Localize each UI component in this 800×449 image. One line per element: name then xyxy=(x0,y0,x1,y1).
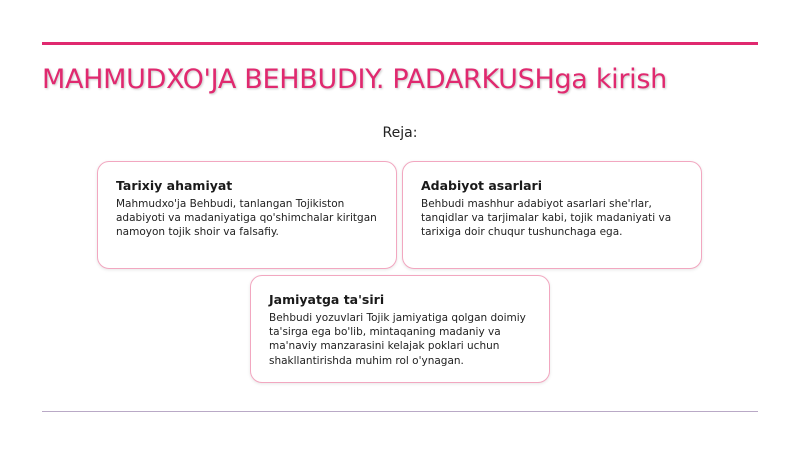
card-heading: Jamiyatga ta'siri xyxy=(269,292,385,307)
card-social-impact xyxy=(250,275,550,383)
top-divider xyxy=(42,42,758,45)
card-heading: Adabiyot asarlari xyxy=(421,178,542,193)
card-historical-significance xyxy=(97,161,397,269)
card-heading: Tarixiy ahamiyat xyxy=(116,178,233,193)
slide-title: MAHMUDXO'JA BEHBUDIY. PADARKUSHga kirish xyxy=(42,64,667,95)
bottom-divider xyxy=(42,411,758,412)
card-text: Mahmudxo'ja Behbudi, tanlangan Tojikiston adabiyoti va madaniyatiga qo'shimchalar kiritgan namoyon tojik shoir va falsafiy. xyxy=(116,198,377,239)
card-text: Behbudi mashhur adabiyot asarlari she'rlar, tanqidlar va tarjimalar kabi, tojik madaniyati va tarixiga doir chuqur tushunchaga ega. xyxy=(421,198,672,239)
slide-subtitle: Reja: xyxy=(382,125,418,141)
card-text: Behbudi yozuvlari Tojik jamiyatiga qolgan doimiy ta'sirga ega bo'lib, mintaqaning madaniy va ma'naviy manzarasini kelajak poklari uchun shakllantirishda muhim rol o'ynagan. xyxy=(269,312,526,367)
card-literary-works xyxy=(402,161,702,269)
